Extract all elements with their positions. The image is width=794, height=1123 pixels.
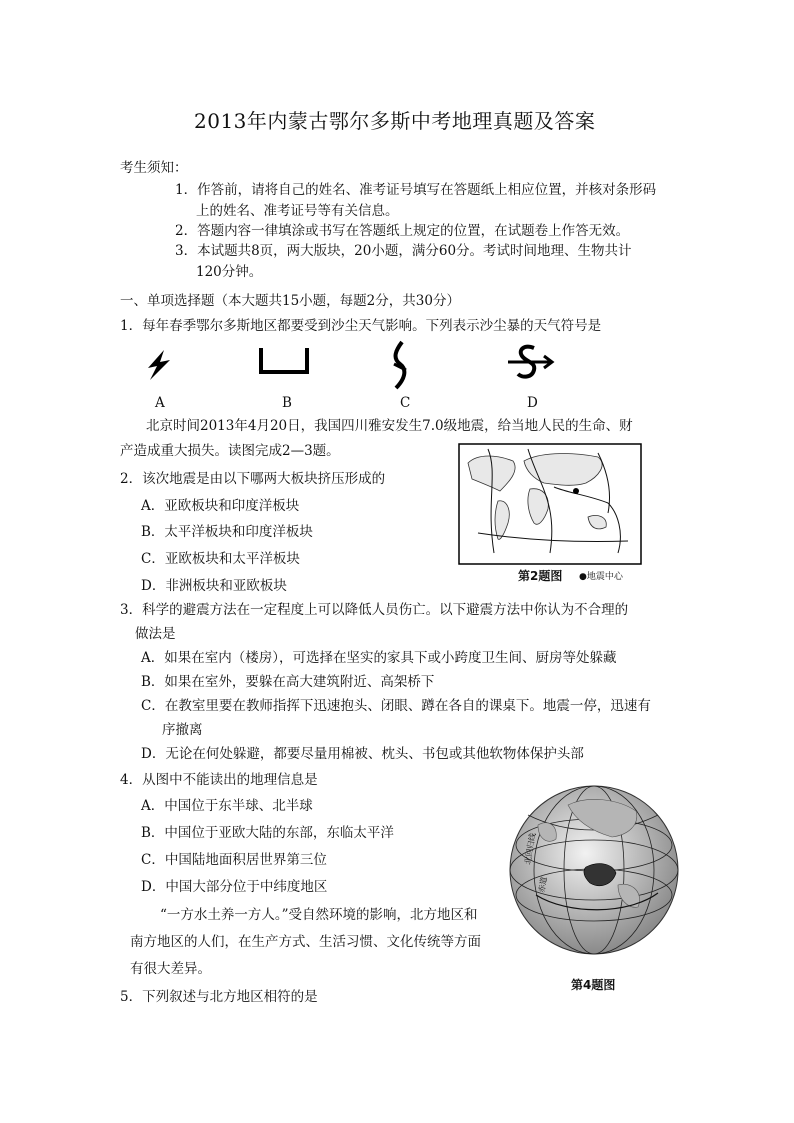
q3-option-d: D．无论在何处躲避，都要尽量用棉被、枕头、书包或其他软物体保护头部 bbox=[141, 746, 584, 762]
q3-option-c-cont: 序撤离 bbox=[162, 722, 203, 738]
q2-option-b: B．太平洋板块和印度洋板块 bbox=[141, 524, 313, 540]
passage1-line1: 北京时间2013年4月20日，我国四川雅安发生7.0级地震，给当地人民的生命、财 bbox=[146, 418, 633, 434]
q2-option-c: C．亚欧板块和太平洋板块 bbox=[141, 551, 300, 567]
q4-option-b: B．中国位于亚欧大陆的东部，东临太平洋 bbox=[141, 825, 394, 841]
q2-option-d: D．非洲板块和亚欧板块 bbox=[141, 578, 287, 594]
q4-option-d: D．中国大部分位于中纬度地区 bbox=[141, 879, 328, 895]
section-heading: 一、单项选择题（本大题共15小题，每题2分，共30分） bbox=[120, 293, 460, 309]
globe-figure bbox=[508, 775, 680, 965]
q3-option-a: A．如果在室内（楼房），可选择在坚实的家具下或小跨度卫生间、厨房等处躲藏 bbox=[141, 650, 617, 666]
passage2-line1: “一方水土养一方人。”受自然环境的影响，北方地区和 bbox=[160, 907, 478, 923]
sandstorm-symbol-icon bbox=[386, 340, 414, 390]
q2-option-a: A．亚欧板块和印度洋板块 bbox=[141, 498, 300, 514]
passage2-line3: 有很大差异。 bbox=[130, 961, 211, 977]
q3-option-b: B．如果在室外，要躲在高大建筑附近、高架桥下 bbox=[141, 674, 435, 690]
bracket-symbol-icon bbox=[256, 346, 312, 378]
notice-item-1-cont: 上的姓名、准考证号等有关信息。 bbox=[196, 203, 399, 219]
earthquake-center-marker bbox=[573, 488, 579, 494]
q1-label-d: D bbox=[527, 395, 538, 411]
passage2-line2: 南方地区的人们，在生产方式、生活习惯、文化传统等方面 bbox=[130, 934, 481, 950]
q4-option-c: C．中国陆地面积居世界第三位 bbox=[141, 852, 327, 868]
fig2-caption: 第2题图 bbox=[518, 569, 563, 583]
q4-stem: 4．从图中不能读出的地理信息是 bbox=[120, 772, 318, 788]
q5-stem: 5．下列叙述与北方地区相符的是 bbox=[120, 989, 318, 1005]
notice-heading: 考生须知： bbox=[120, 160, 188, 176]
q2-stem: 2．该次地震是由以下哪两大板块挤压形成的 bbox=[120, 471, 386, 487]
dust-arrow-symbol-icon bbox=[504, 342, 556, 382]
notice-item-1: 1．作答前，请将自己的姓名、准考证号填写在答题纸上相应位置，并核对条形码 bbox=[175, 182, 657, 198]
q3-stem-line2: 做法是 bbox=[135, 626, 176, 642]
page-title: 2013年内蒙古鄂尔多斯中考地理真题及答案 bbox=[194, 109, 596, 133]
plate-map-figure bbox=[458, 443, 642, 565]
q3-stem-line1: 3．科学的避震方法在一定程度上可以降低人员伤亡。以下避震方法中你认为不合理的 bbox=[120, 602, 629, 618]
fig4-caption: 第4题图 bbox=[571, 978, 616, 992]
q3-option-c: C．在教室里要在教师指挥下迅速抱头、闭眼、蹲在各自的课桌下。地震一停，迅速有 bbox=[141, 698, 651, 714]
notice-item-3: 3．本试题共8页，两大版块，20小题，满分60分。考试时间地理、生物共计 bbox=[175, 243, 632, 259]
notice-item-3-cont: 120分钟。 bbox=[196, 264, 263, 280]
q1-stem: 1．每年春季鄂尔多斯地区都要受到沙尘天气影响。下列表示沙尘暴的天气符号是 bbox=[120, 318, 602, 334]
q1-label-b: B bbox=[282, 395, 292, 411]
q1-label-a: A bbox=[155, 395, 165, 411]
q4-option-a: A．中国位于东半球、北半球 bbox=[141, 798, 313, 814]
fig2-legend: ●地震中心 bbox=[579, 572, 623, 582]
q1-label-c: C bbox=[400, 395, 411, 411]
lightning-symbol-icon bbox=[140, 346, 176, 382]
passage1-line2: 产造成重大损失。读图完成2—3题。 bbox=[120, 443, 340, 459]
globe-label-equator: 赤道 bbox=[537, 876, 549, 894]
notice-item-2: 2．答题内容一律填涂或书写在答题纸上规定的位置，在试题卷上作答无效。 bbox=[175, 223, 630, 239]
globe-label-tropic: 北回归线 bbox=[523, 832, 538, 866]
